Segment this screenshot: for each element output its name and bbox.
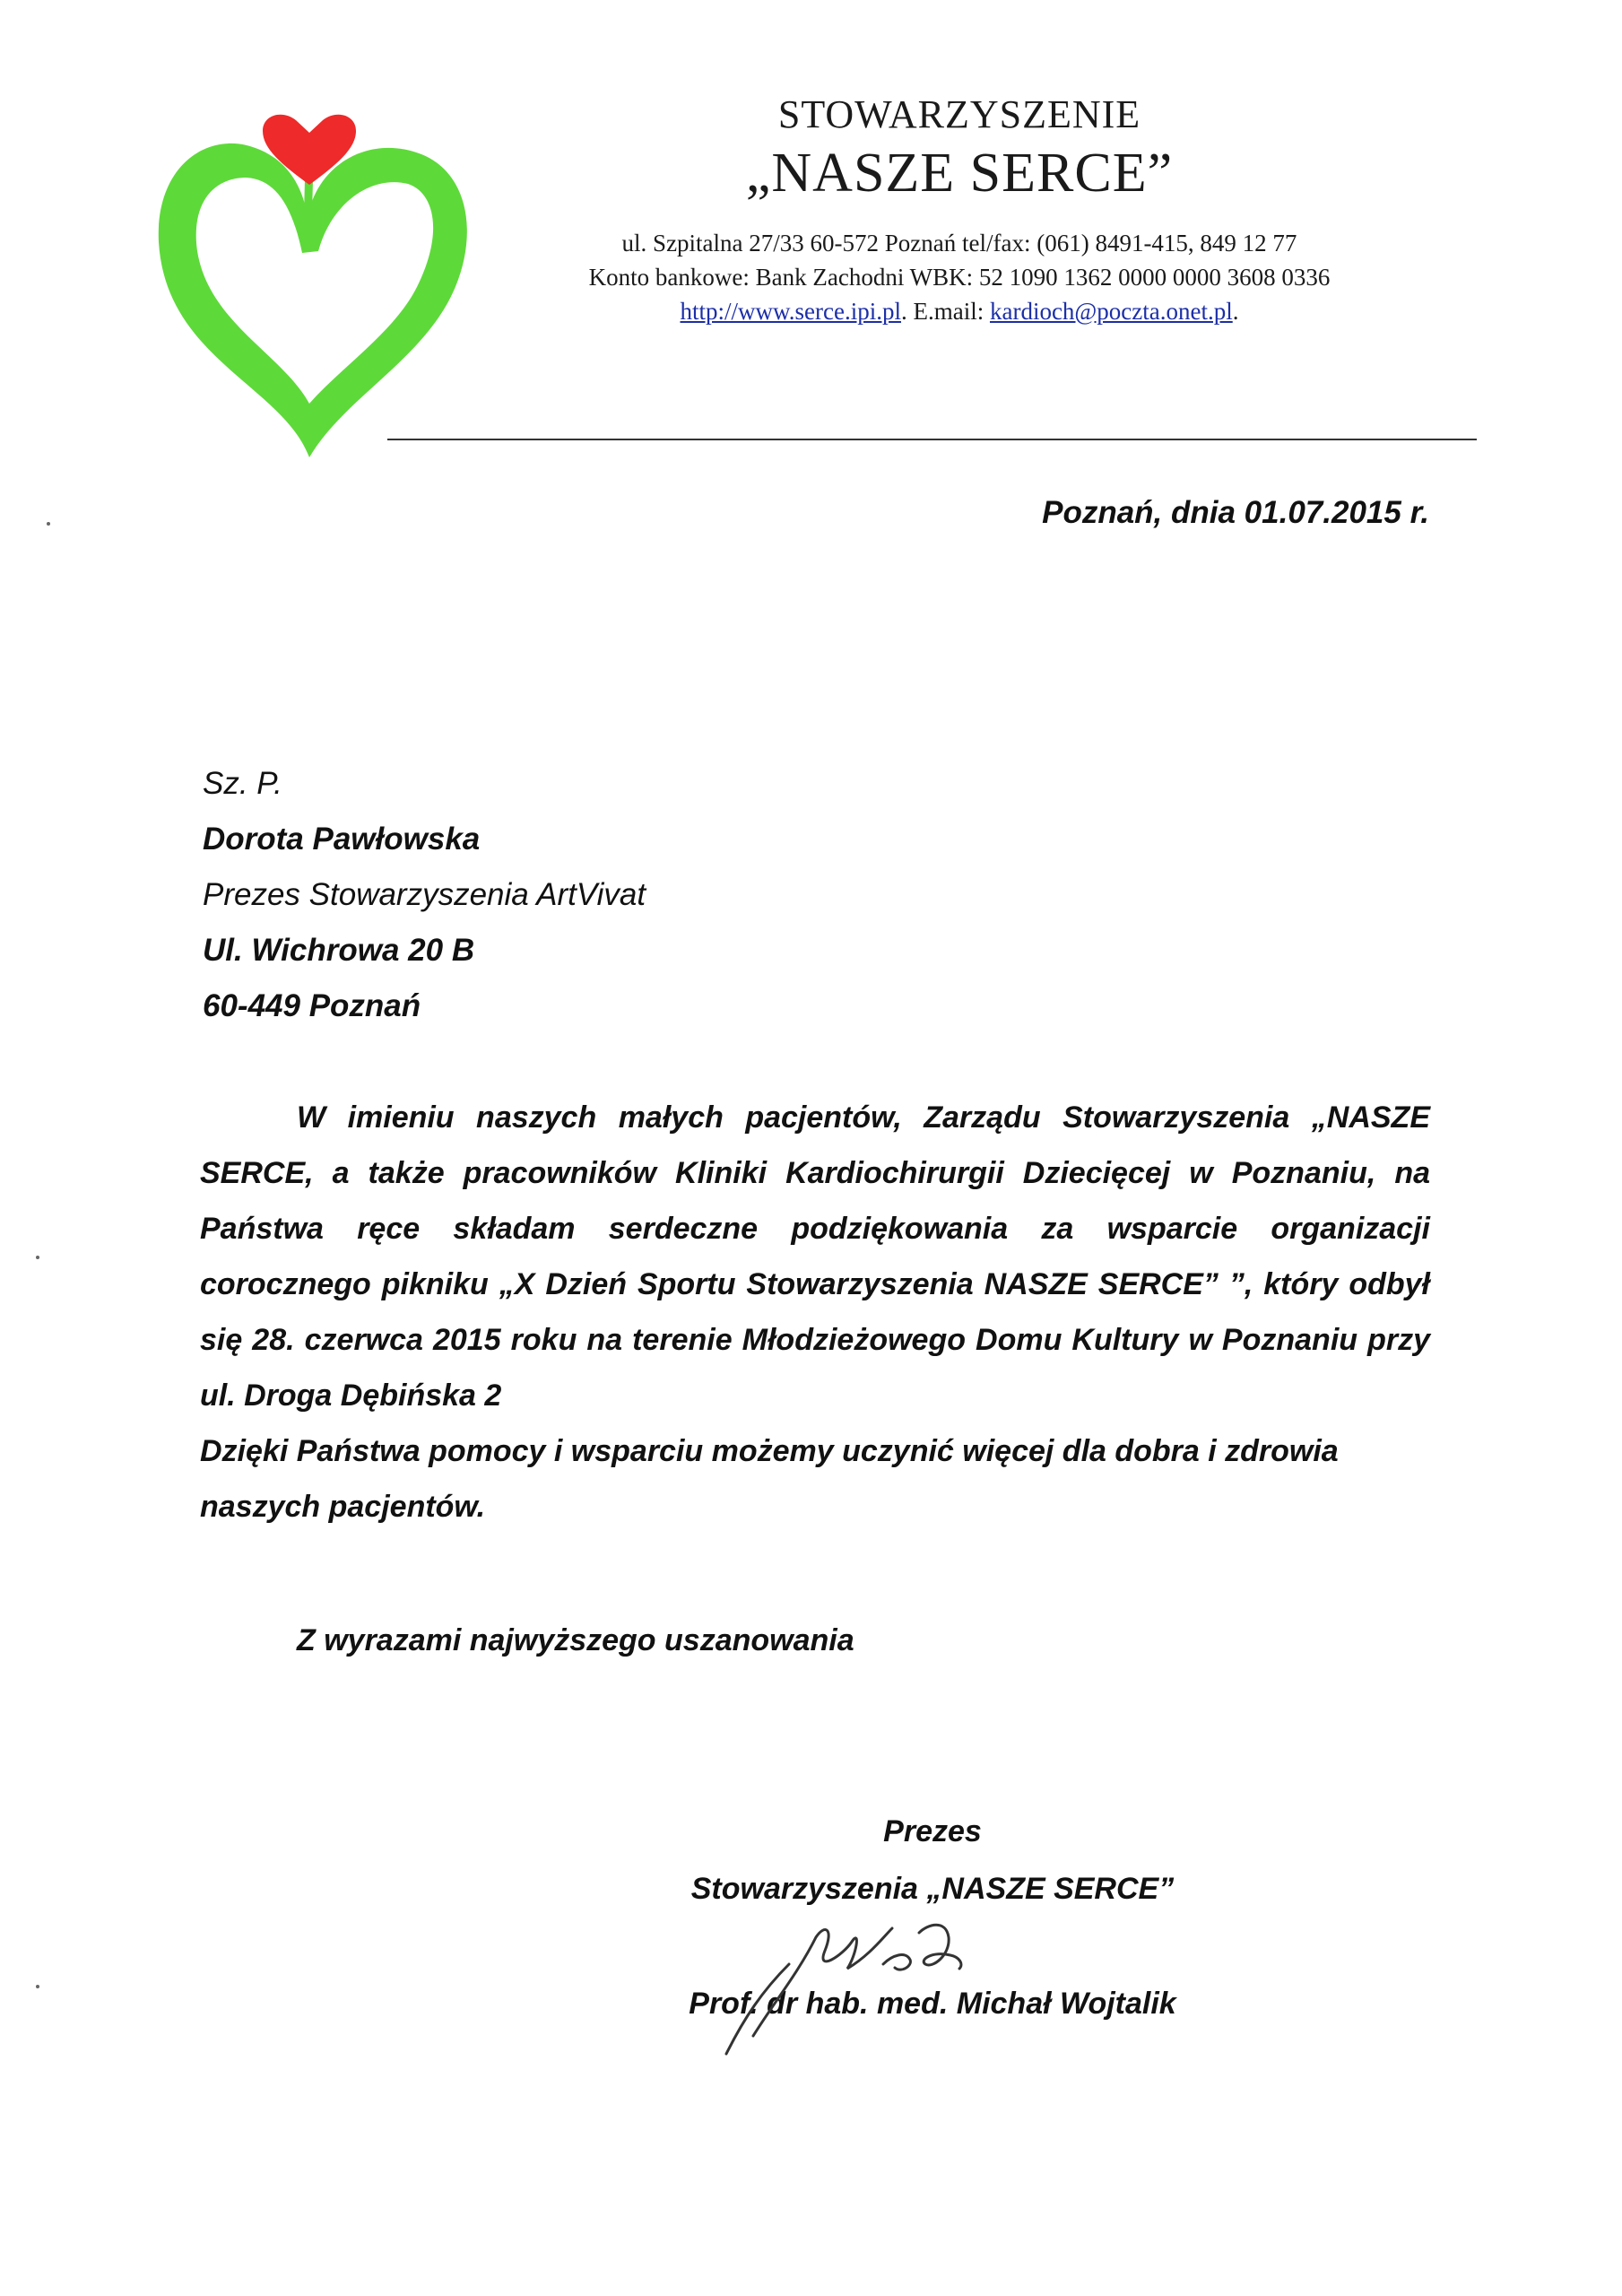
recipient-city: 60-449 Poznań xyxy=(203,988,421,1023)
letter-body xyxy=(200,1090,1430,1535)
letterhead-contact xyxy=(466,294,1453,328)
recipient-salutation: Sz. P. xyxy=(203,766,282,801)
email-link[interactable]: kardioch@poczta.onet.pl xyxy=(989,298,1233,325)
letter-date: Poznań, dnia 01.07.2015 r. xyxy=(1042,495,1429,530)
website-link[interactable]: http://www.serce.ipi.pl xyxy=(680,298,901,325)
header-divider xyxy=(387,439,1477,440)
heart-logo-outline xyxy=(159,144,467,457)
handwritten-signature xyxy=(690,1901,995,2063)
recipient-street: Ul. Wichrowa 20 B xyxy=(203,933,475,968)
closing-line: Z wyrazami najwyższego uszanowania xyxy=(297,1623,854,1657)
separator-dot: . xyxy=(900,298,914,325)
signatory-organization: Stowarzyszenia „NASZE SERCE” xyxy=(690,1872,1175,1906)
body-paragraph: Dzięki Państwa pomocy i wsparciu możemy uczynić więcej dla dobra i zdrowia naszych pacjentów. xyxy=(200,1434,1339,1524)
scan-speck xyxy=(36,1256,39,1259)
recipient-name: Dorota Pawłowska xyxy=(203,822,481,857)
email-label: E.mail: xyxy=(913,298,984,325)
letterhead-address: ul. Szpitalna 27/33 60-572 Poznań tel/fax: (061) 8491-415, 849 12 77 xyxy=(621,230,1297,257)
scan-speck xyxy=(47,522,50,526)
scan-speck xyxy=(36,1985,39,1988)
recipient-title: Prezes Stowarzyszenia ArtVivat xyxy=(203,877,646,912)
signatory-role: Prezes xyxy=(883,1814,982,1848)
body-paragraph: W imieniu naszych małych pacjentów, Zarządu Stowarzyszenia „NASZE SERCE, a także pracowników Kliniki Kardiochirurgii Dziecięcej w Poznaniu, na Państwa ręce składam serdeczne podziękowania za wsparcie organizacji corocznego pikniku „X Dzień Sportu Stowarzyszenia NASZE SERCE” ”, który odbył się 28. czerwca 2015 roku na terenie Młodzieżowego Domu Kultury w Poznaniu przy ul. Droga Dębińska 2 xyxy=(200,1100,1430,1413)
letterhead-title: STOWARZYSZENIE xyxy=(777,92,1141,136)
separator-dot: . xyxy=(1232,298,1239,325)
signature-stroke xyxy=(726,1925,961,2054)
signatory-name: Prof. dr hab. med. Michał Wojtalik xyxy=(689,1987,1176,2021)
letterhead-bank-account: Konto bankowe: Bank Zachodni WBK: 52 1090 1362 0000 0000 3608 0336 xyxy=(588,264,1331,291)
letterhead-organization-name: „NASZE SERCE” xyxy=(745,143,1174,204)
recipient-block xyxy=(203,756,646,1034)
letterhead xyxy=(466,90,1453,328)
